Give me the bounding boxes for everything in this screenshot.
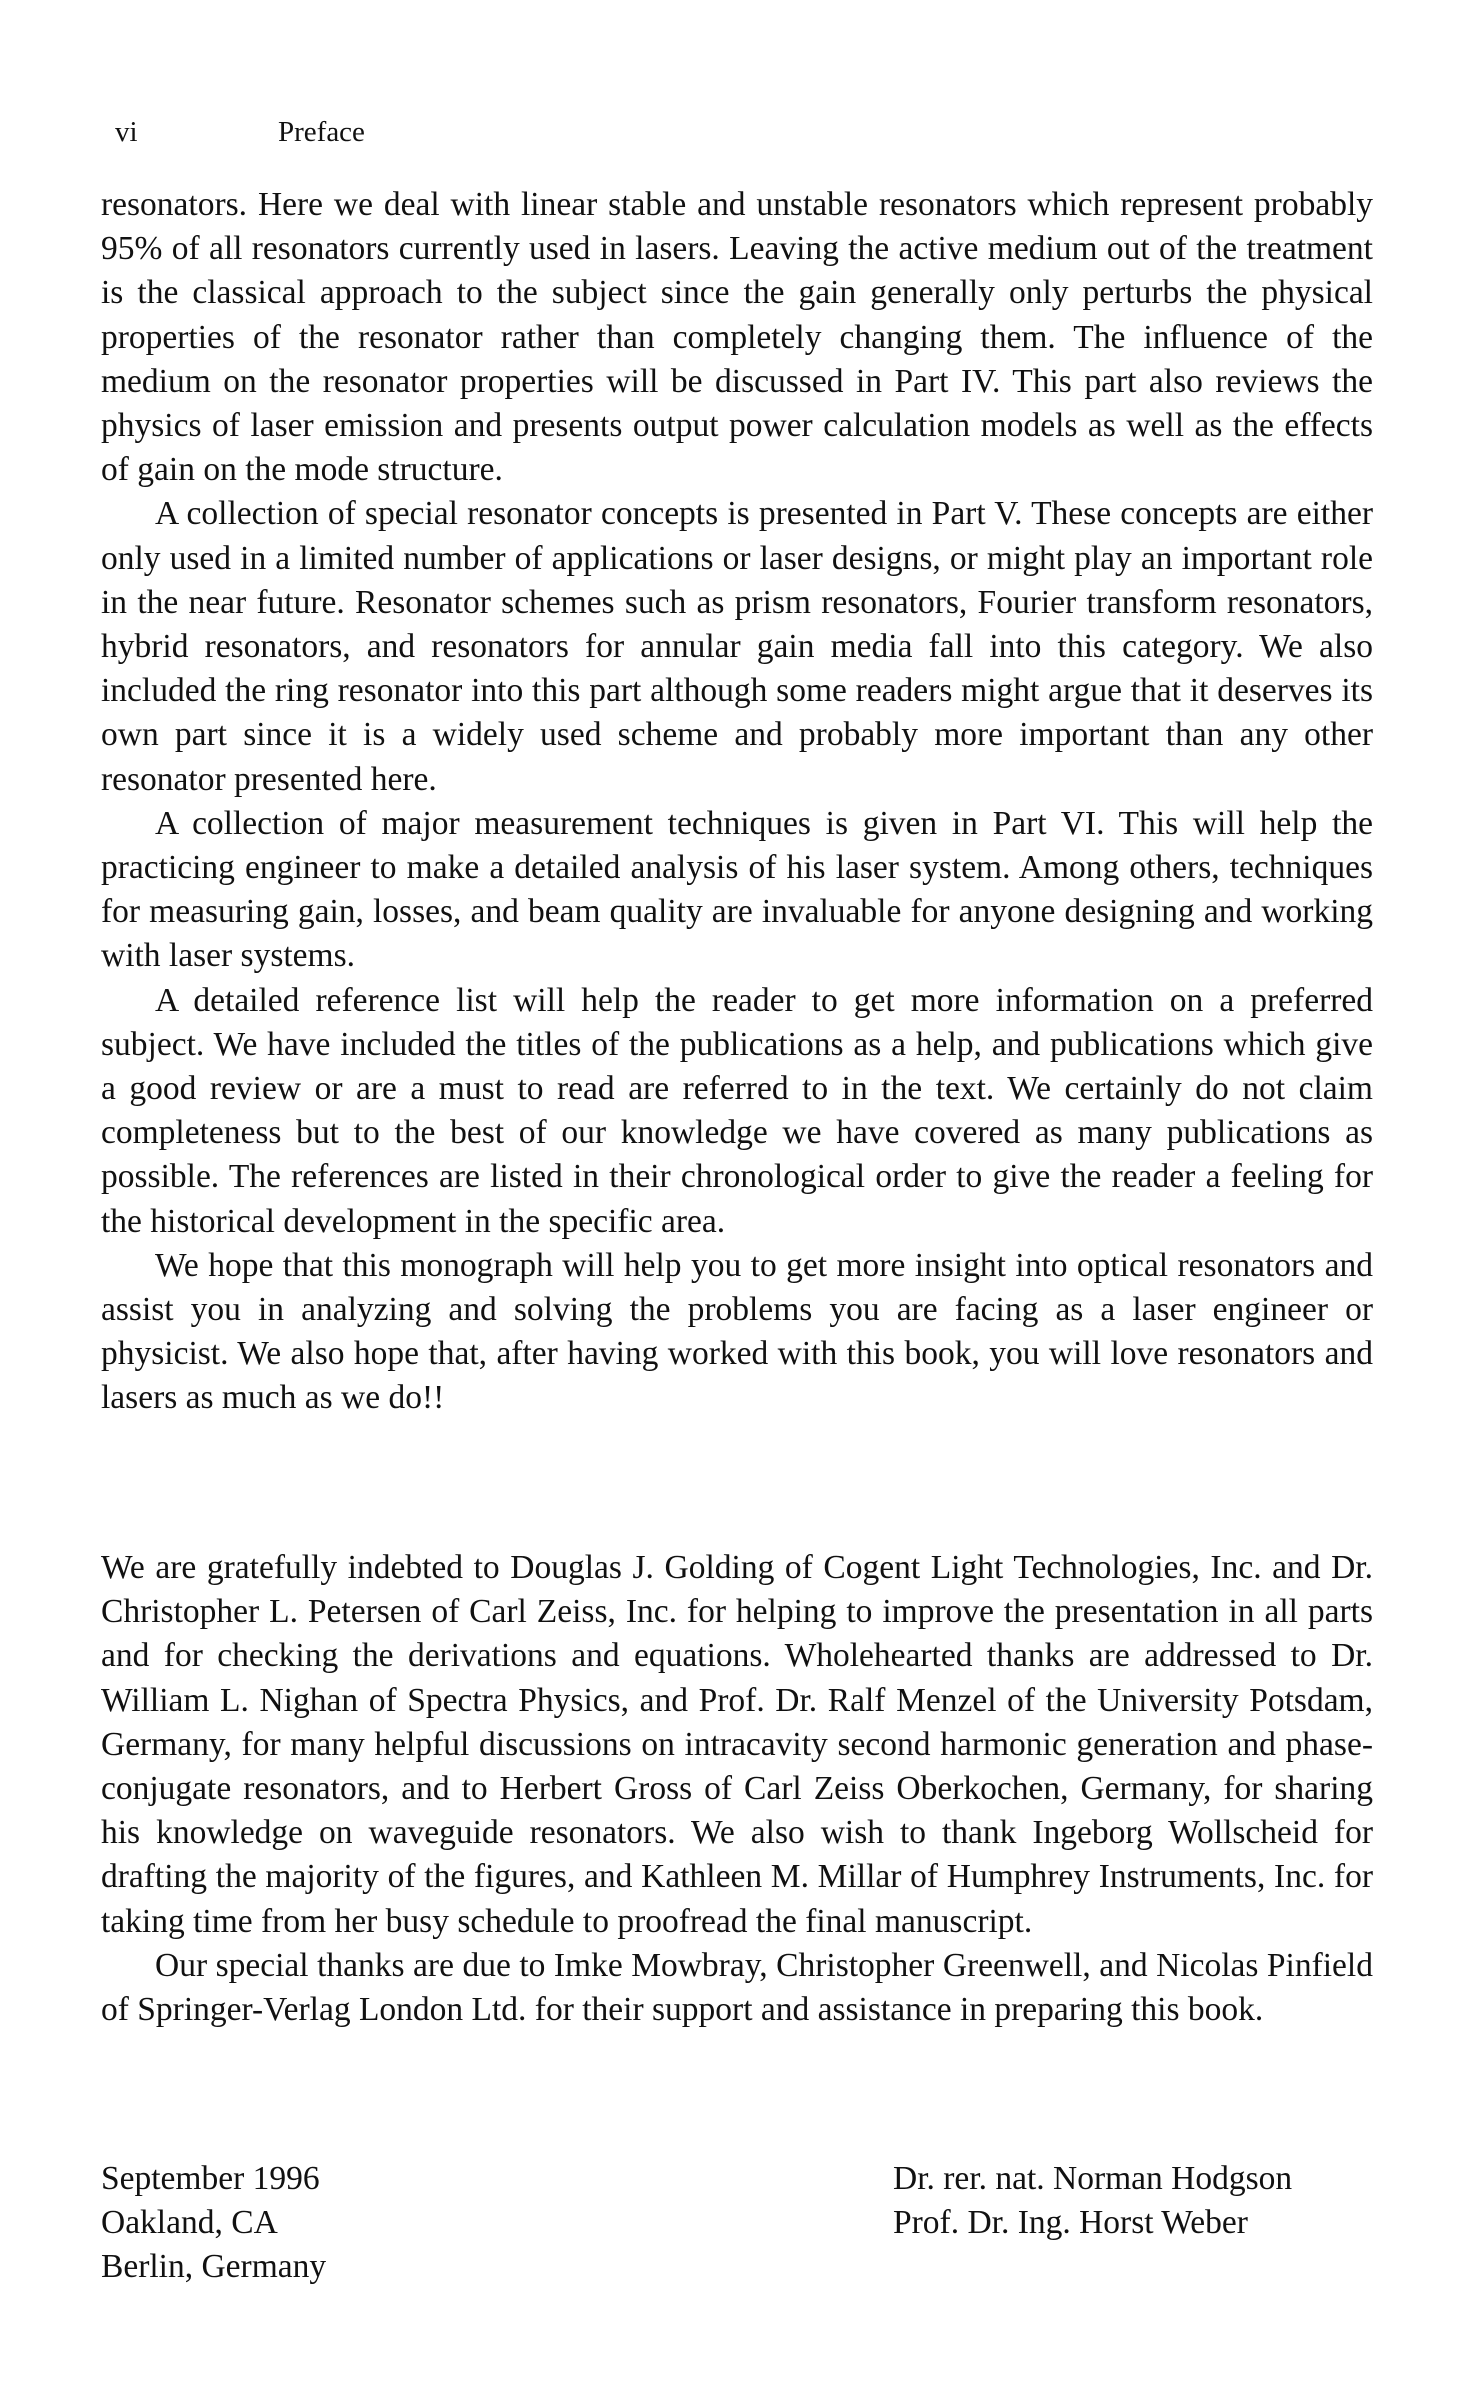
acknowledgement-paragraph: Our special thanks are due to Imke Mowbray, Christopher Greenwell, and Nicolas Pinfield of Springer-Verlag London Ltd. for their support and assistance in preparing this book. xyxy=(101,1946,1373,2029)
preface-text xyxy=(101,183,1373,1421)
preface-paragraph: A collection of special resonator concepts is presented in Part V. These concepts are either only used in a limited number of applications or laser designs, or might play an important role in the near future. Resonator schemes such as prism resonators, Fourier transform resonators, hybrid resonators, and resonators for annular gain media fall into this category. We also included the ring resonator into this part although some readers might argue that it deserves its own part since it is a widely used scheme and probably more important than any other resonator presented here. xyxy=(101,495,1373,798)
signature-date-place xyxy=(101,2157,326,2290)
page-number: vi xyxy=(115,116,138,148)
acknowledgement-paragraph: We are gratefully indebted to Douglas J. Golding of Cogent Light Technologies, Inc. and Dr. Christopher L. Petersen of Carl Zeiss, Inc. for helping to improve the presentation in all parts and for checking the derivations and equations. Wholehearted thanks are addressed to Dr. William L. Nighan of Spectra Physics, and Prof. Dr. Ralf Menzel of the University Potsdam, Germany, for many helpful discussions on intracavity second harmonic generation and phase-conjugate resonators, and to Herbert Gross of Carl Zeiss Oberkochen, Germany, for sharing his knowledge on waveguide resonators. We also wish to thank Ingeborg Wollscheid for drafting the majority of the figures, and Kathleen M. Millar of Humphrey Instruments, Inc. for taking time from her busy schedule to proofread the final manuscript. xyxy=(101,1549,1373,1940)
preface-paragraph: A detailed reference list will help the reader to get more information on a preferred subject. We have included the titles of the publications as a help, and publications which give a good review or are a must to read are referred to in the text. We certainly do not claim completeness but to the best of our knowledge we have covered as many publications as possible. The references are listed in their chronological order to give the reader a feeling for the historical development in the specific area. xyxy=(101,981,1373,1240)
signature-author: Dr. rer. nat. Norman Hodgson xyxy=(893,2160,1293,2197)
preface-paragraph: We hope that this monograph will help you to get more insight into optical resonators and assist you in analyzing and solving the problems you are facing as a laser engineer or physicist. We also hope that, after having worked with this book, you will love resonators and lasers as much as we do!! xyxy=(101,1246,1373,1417)
preface-paragraph: resonators. Here we deal with linear stable and unstable resonators which represent probably 95% of all resonators currently used in lasers. Leaving the active medium out of the treatment is the classical approach to the subject since the gain generally only perturbs the physical properties of the resonator rather than completely changing them. The influence of the medium on the resonator properties will be discussed in Part IV. This part also reviews the physics of laser emission and presents output power calculation models as well as the effects of gain on the mode structure. xyxy=(101,186,1373,489)
signature-place: Berlin, Germany xyxy=(101,2248,327,2286)
signature-author: Prof. Dr. Ing. Horst Weber xyxy=(893,2204,1248,2242)
acknowledgements-text xyxy=(101,1546,1373,2032)
signature-date: September 1996 xyxy=(101,2160,320,2197)
running-title: Preface xyxy=(278,116,365,148)
signature-place: Oakland, CA xyxy=(101,2204,278,2242)
running-head xyxy=(115,112,365,152)
preface-paragraph: A collection of major measurement techniques is given in Part VI. This will help the practicing engineer to make a detailed analysis of his laser system. Among others, techniques for measuring gain, losses, and beam quality are invaluable for anyone designing and working with laser systems. xyxy=(101,804,1373,975)
signature-authors xyxy=(893,2157,1292,2245)
